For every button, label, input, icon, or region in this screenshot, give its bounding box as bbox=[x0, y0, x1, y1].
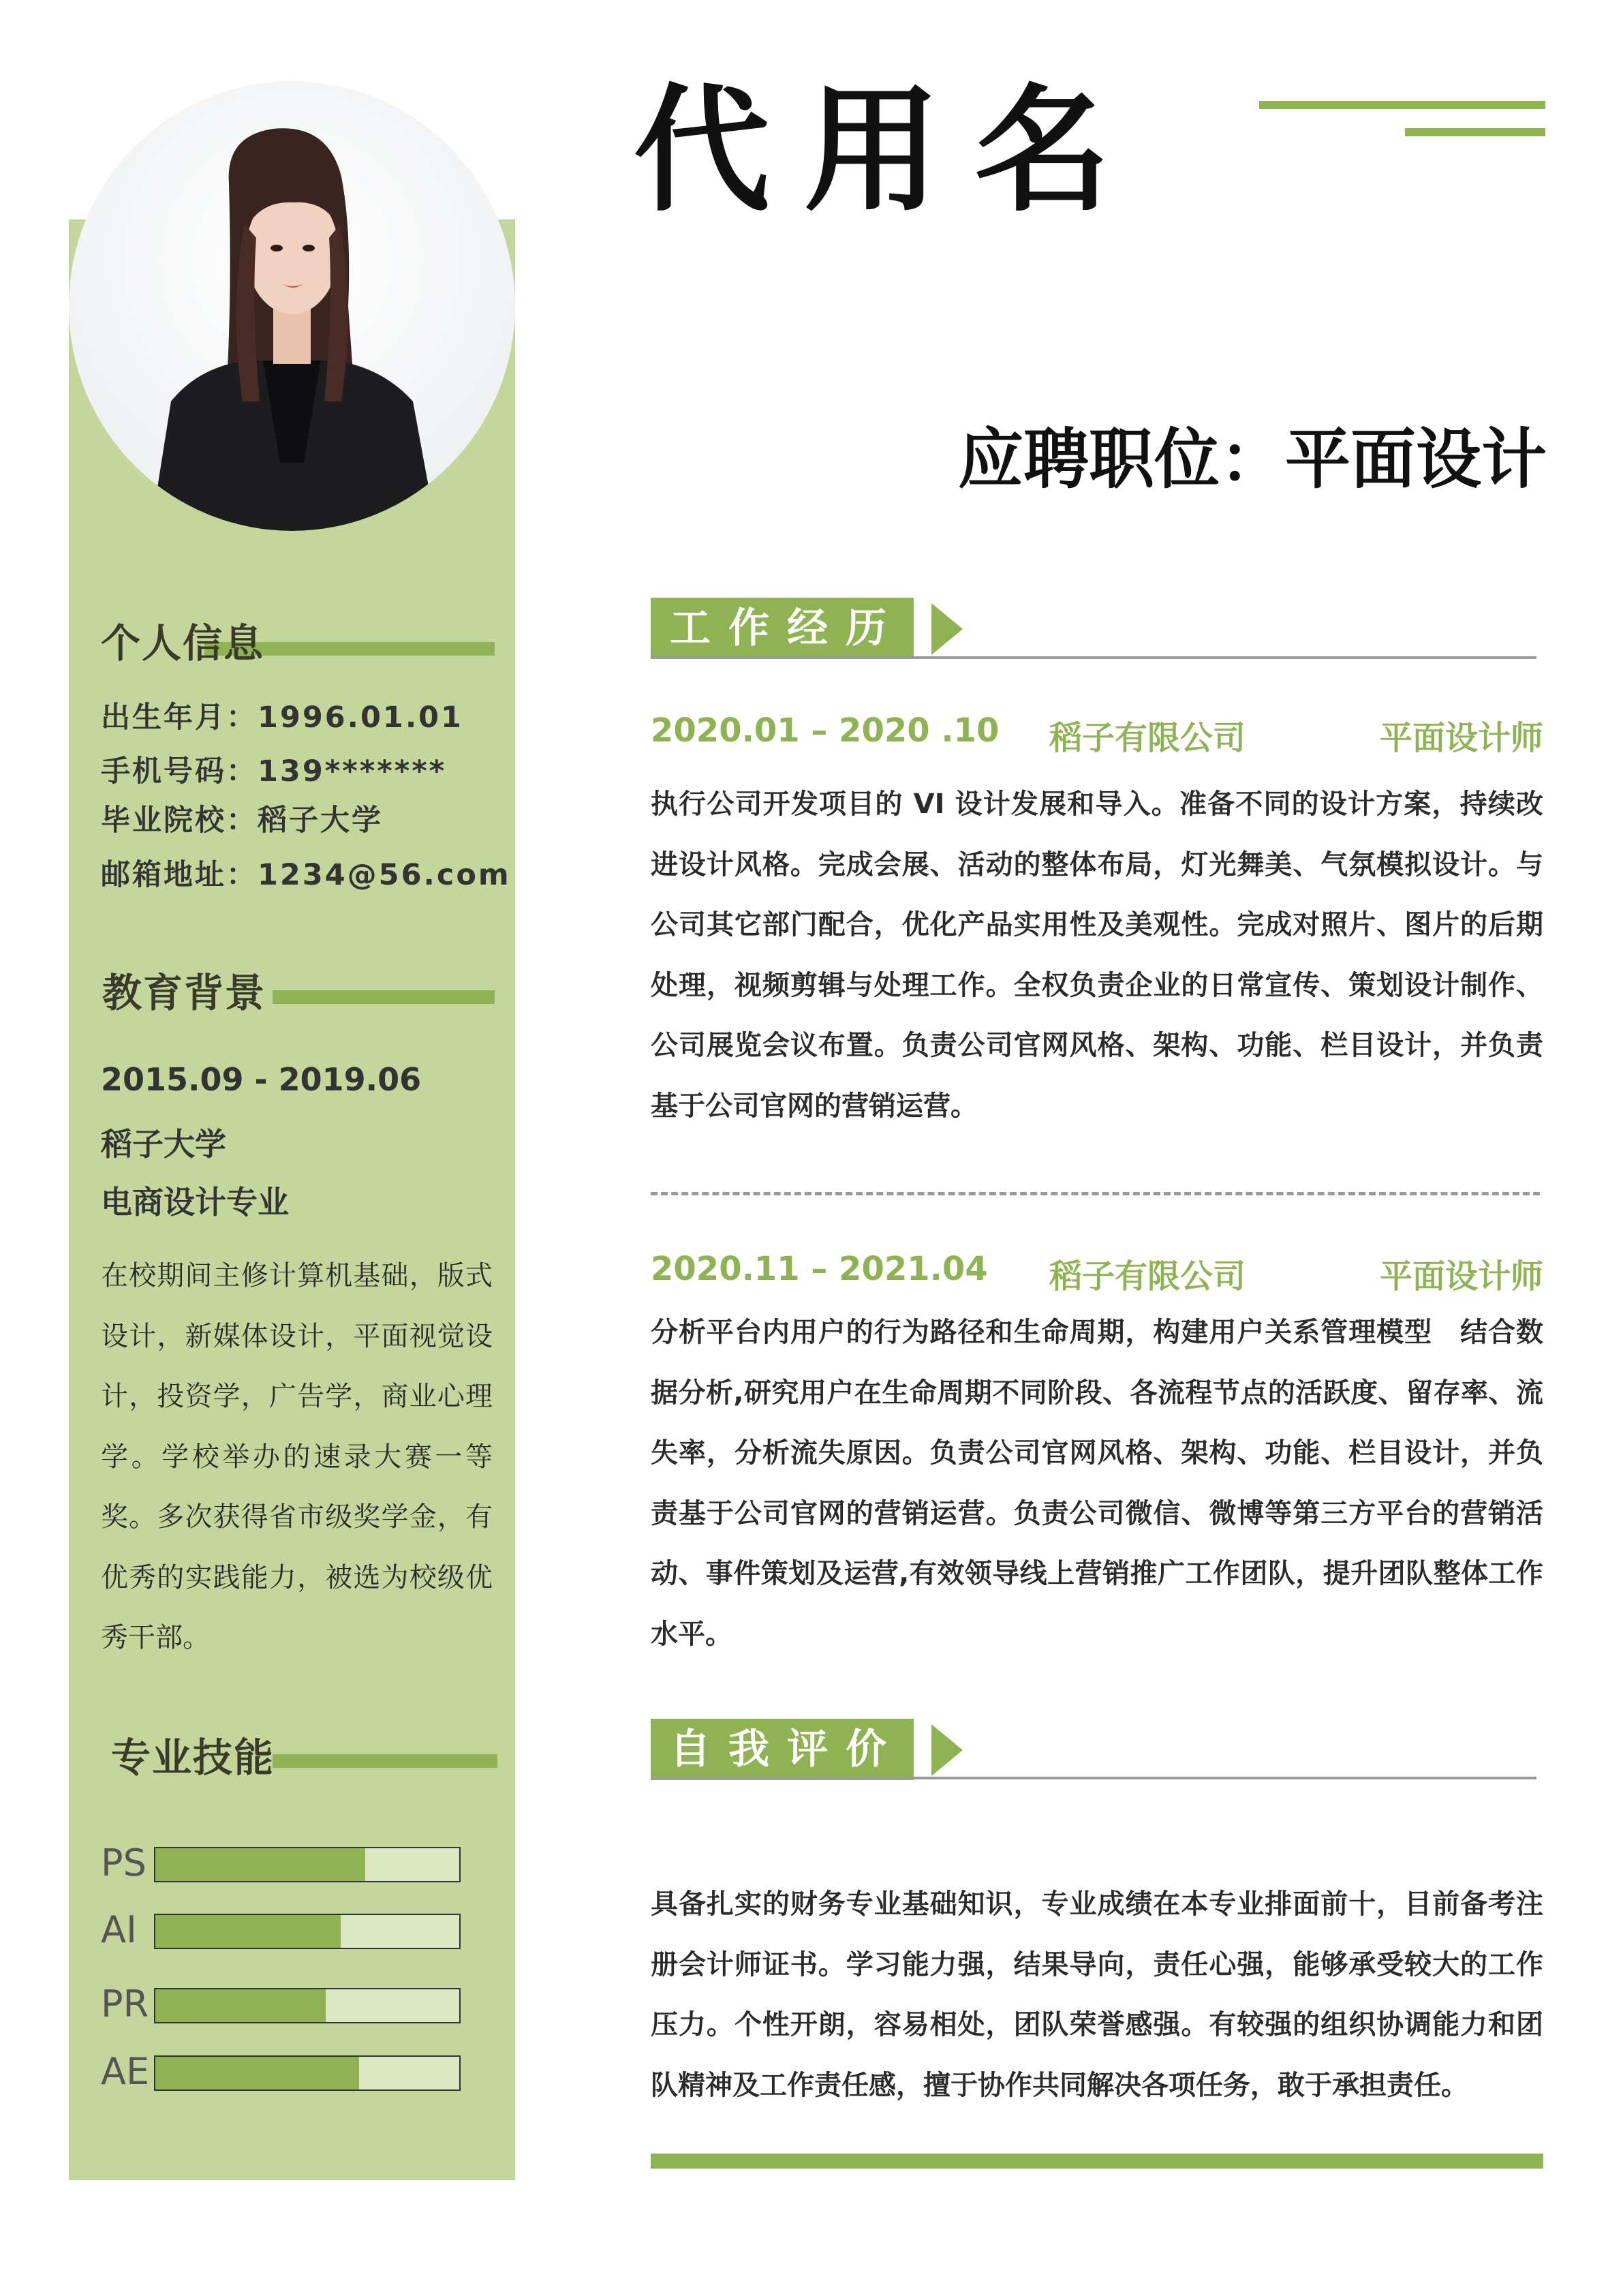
candidate-name: 代用名 bbox=[634, 72, 1145, 230]
graduate-school: 毕业院校：稻子大学 bbox=[101, 803, 383, 838]
work-experience-rule bbox=[651, 656, 1536, 659]
decor-line-bottom bbox=[1405, 128, 1545, 136]
phone-number: 手机号码：139******* bbox=[101, 754, 447, 789]
job-1-role: 平面设计师 bbox=[1379, 719, 1543, 757]
profile-photo bbox=[69, 81, 515, 531]
skill-bar-ai bbox=[154, 1914, 461, 1949]
skill-bar-ps bbox=[154, 1847, 461, 1882]
self-evaluation-description: 具备扎实的财务专业基础知识，专业成绩在本专业排面前十，目前备考注册会计师证书。学习能力强，结果导向，责任心强，能够承受较大的工作压力。个性开朗，容易相处，团队荣誉感强。有较强的组织协调能力和团队精神及工作责任感，擅于协作共同解决各项任务，敢于承担责任。 bbox=[651, 1888, 1543, 2101]
skills-bar bbox=[273, 1754, 497, 1768]
education-school: 稻子大学 bbox=[101, 1126, 226, 1163]
skill-bar-fill-ae bbox=[155, 2057, 359, 2090]
skill-bar-ae bbox=[154, 2055, 461, 2091]
education-period: 2015.09 - 2019.06 bbox=[101, 1061, 422, 1098]
job-separator bbox=[651, 1192, 1540, 1195]
work-experience-arrow bbox=[931, 603, 963, 655]
footer-bar bbox=[651, 2154, 1543, 2169]
skill-bar-fill-pr bbox=[155, 1989, 326, 2022]
skills-title: 专业技能 bbox=[111, 1734, 275, 1781]
self-evaluation-title: 自我评价 bbox=[651, 1719, 914, 1780]
job-1-period: 2020.01 – 2020 .10 bbox=[651, 711, 1000, 750]
decor-line-top bbox=[1259, 101, 1545, 109]
education-major: 电商设计专业 bbox=[101, 1184, 289, 1221]
email-address: 邮箱地址：1234@56.com bbox=[101, 858, 511, 892]
job-2-company: 稻子有限公司 bbox=[1049, 1257, 1246, 1296]
skill-label-ae: AE bbox=[101, 2050, 150, 2093]
skill-bar-pr bbox=[154, 1988, 461, 2023]
education-description: 在校期间主修计算机基础，版式设计，新媒体设计，平面视觉设计，投资学，广告学，商业心理学。学校举办的速录大赛一等奖。多次获得省市级奖学金，有优秀的实践能力，被选为校级优秀干部。 bbox=[101, 1260, 493, 1653]
education-bar bbox=[273, 990, 495, 1004]
self-evaluation-rule bbox=[651, 1777, 1536, 1779]
birth-date: 出生年月：1996.01.01 bbox=[101, 701, 464, 735]
job-1-company: 稻子有限公司 bbox=[1049, 719, 1246, 757]
skill-label-pr: PR bbox=[101, 1983, 149, 2025]
personal-info-title: 个人信息 bbox=[101, 620, 265, 667]
skill-bar-fill-ai bbox=[155, 1915, 341, 1948]
job-2-description: 分析平台内用户的行为路径和生命周期，构建用户关系管理模型 结合数据分析,研究用户在生命周期不同阶段、各流程节点的活跃度、留存率、流失率，分析流失原因。负责公司官网风格、架构、功能、栏目设计，并负责基于公司官网的营销运营。负责公司微信、微博等第三方平台的营销活动、事件策划及运营,有效领导线上营销推广工作团队，提升团队整体工作水平。 bbox=[651, 1317, 1543, 1650]
work-experience-title: 工作经历 bbox=[651, 598, 914, 659]
job-1-description: 执行公司开发项目的 VI 设计发展和导入。准备不同的设计方案，持续改进设计风格。完成会展、活动的整体布局，灯光舞美、气氛模拟设计。与公司其它部门配合，优化产品实用性及美观性。完成对照片、图片的后期处理，视频剪辑与处理工作。全权负责企业的日常宣传、策划设计制作、公司展览会议布置。负责公司官网风格、架构、功能、栏目设计，并负责基于公司官网的营销运营。 bbox=[651, 789, 1543, 1122]
self-evaluation-arrow bbox=[931, 1724, 963, 1776]
education-title: 教育背景 bbox=[102, 970, 266, 1016]
skill-label-ai: AI bbox=[101, 1908, 137, 1951]
skill-label-ps: PS bbox=[101, 1841, 146, 1884]
job-2-role: 平面设计师 bbox=[1379, 1257, 1543, 1296]
job-2-period: 2020.11 – 2021.04 bbox=[651, 1250, 988, 1288]
applied-position: 应聘职位：平面设计 bbox=[958, 421, 1547, 498]
skill-bar-fill-ps bbox=[155, 1848, 365, 1881]
